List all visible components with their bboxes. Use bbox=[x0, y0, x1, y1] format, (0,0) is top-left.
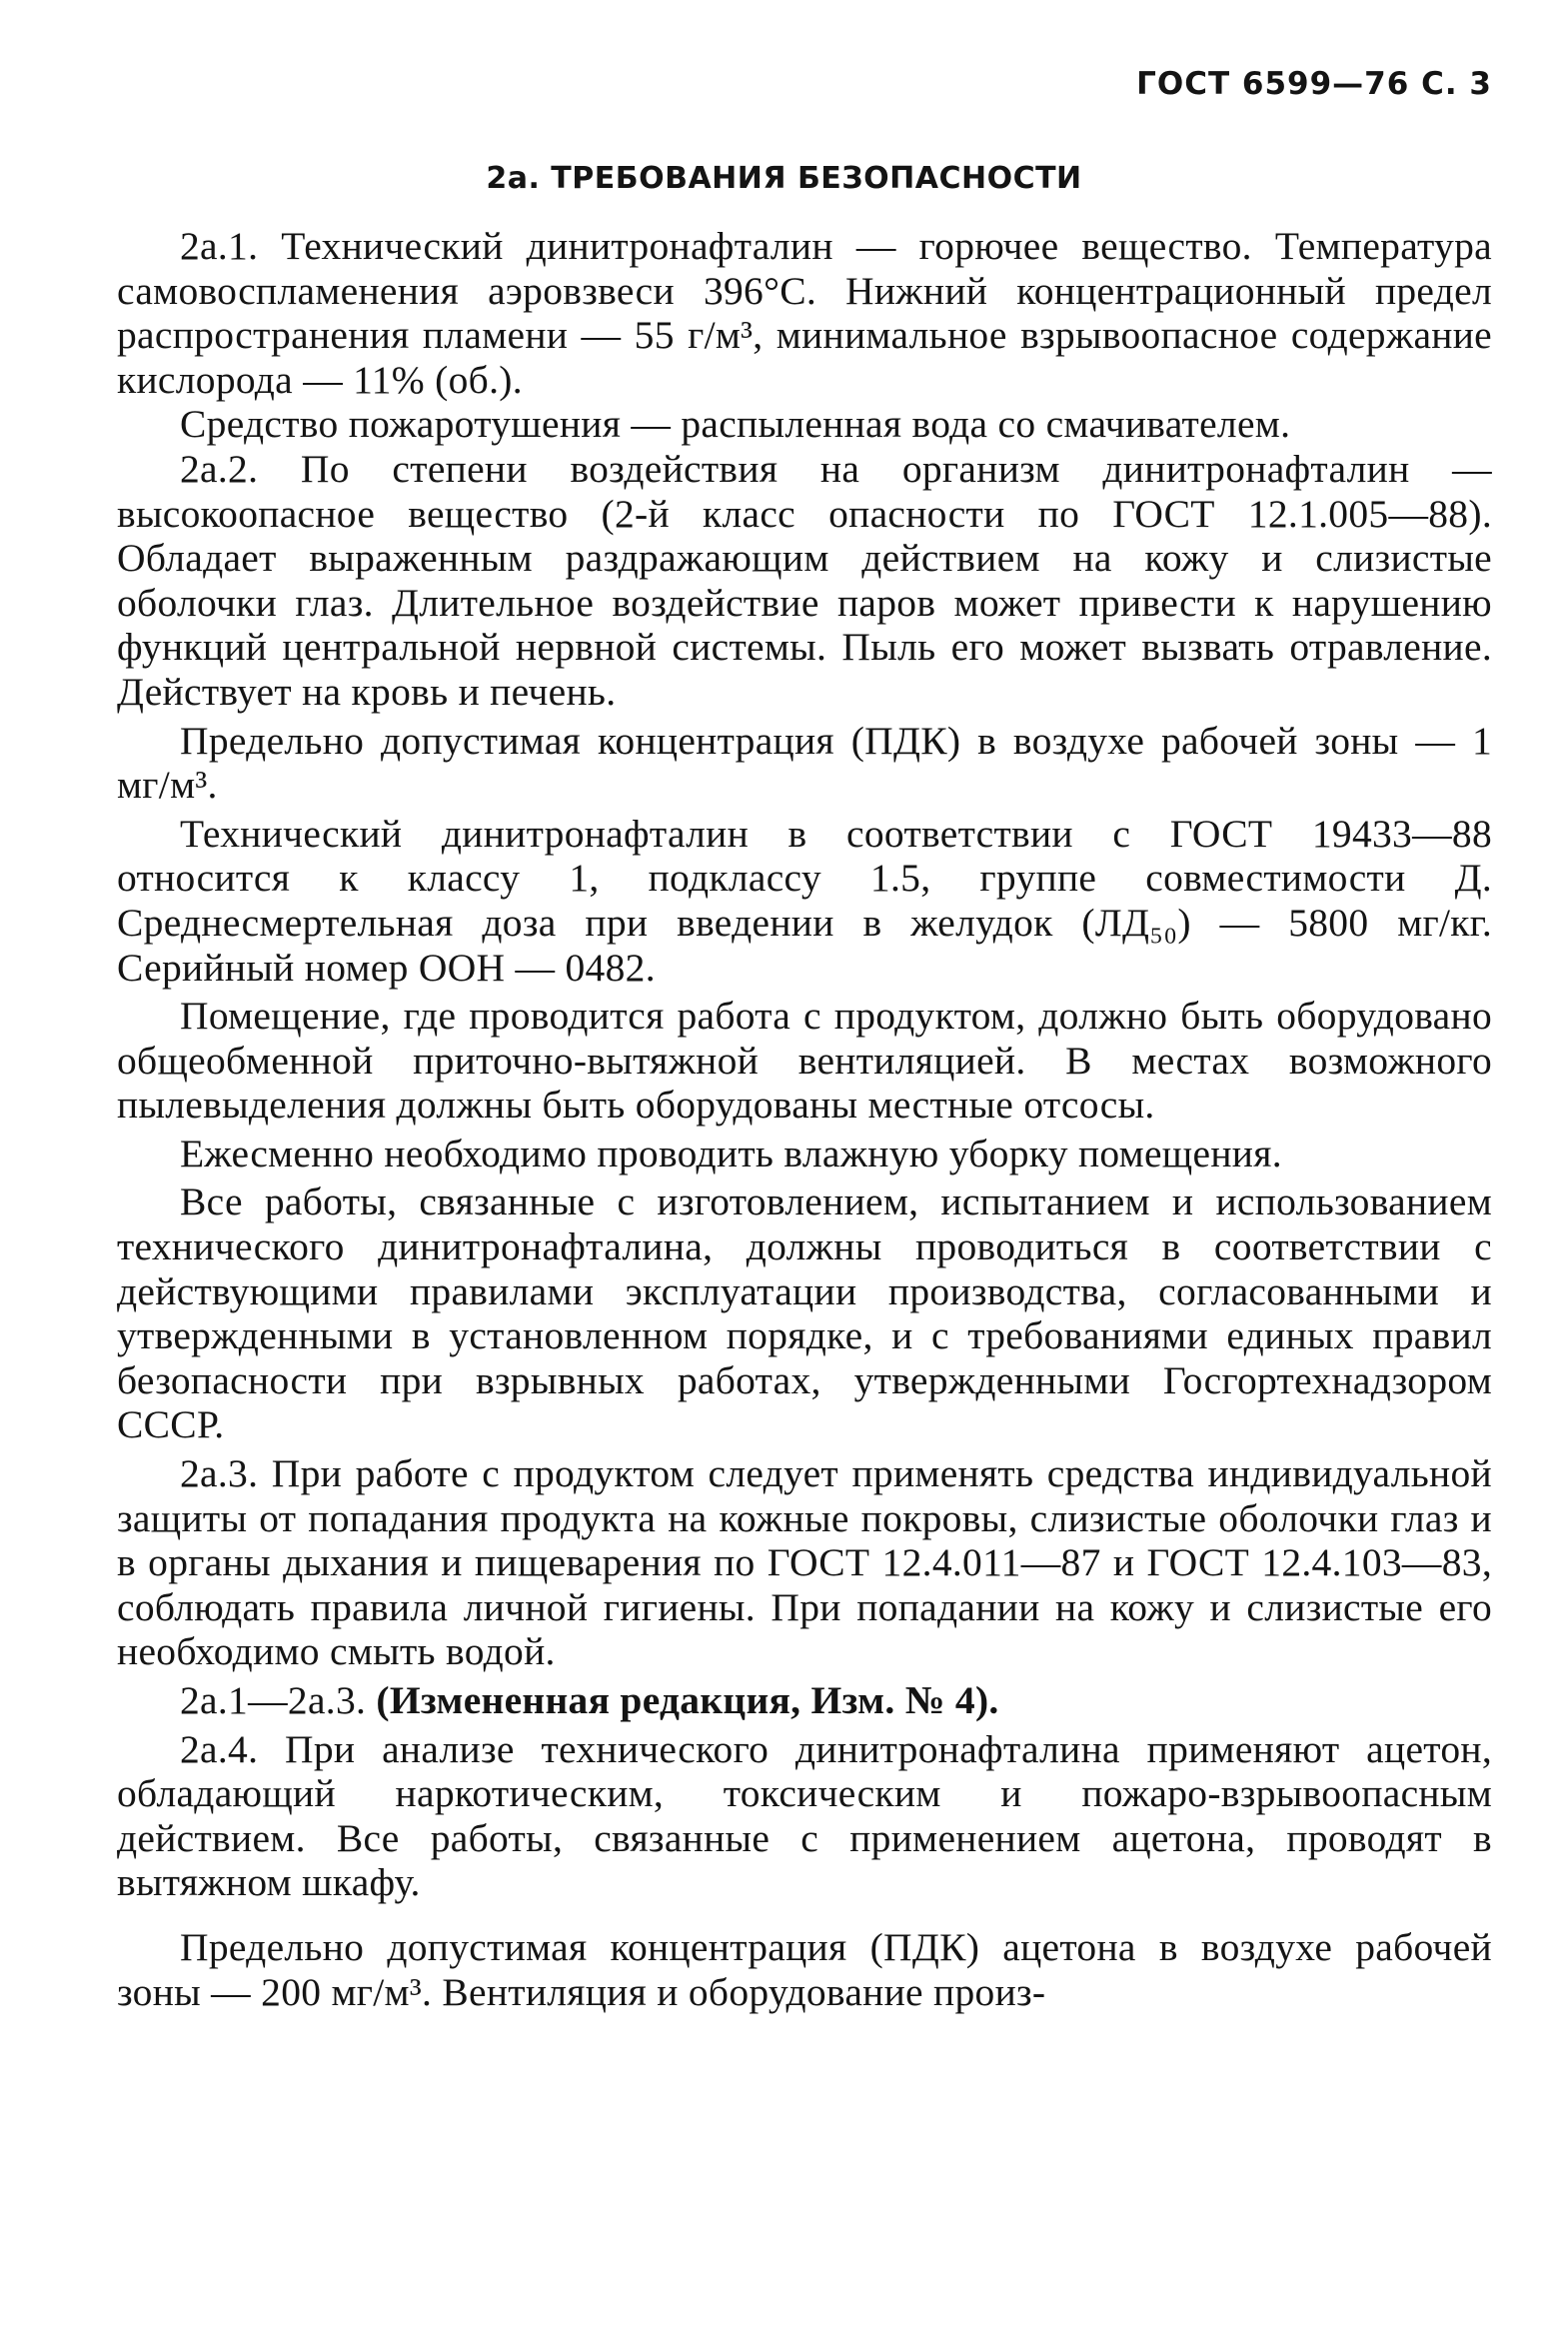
section-title: 2а. ТРЕБОВАНИЯ БЕЗОПАСНОСТИ bbox=[486, 161, 1082, 196]
paragraph: 2а.3. При работе с продуктом следует применять средства индивидуальной защиты от попадания продукта на кожные покровы, слизистые оболочки глаз и в органы дыхания и пищеварения по ГОСТ 12.4.011—87 и ГОСТ 12.4.103—83, соблюдать правила личной гигиены. При попадании на кожу и слизистые его необходимо смыть водой. bbox=[117, 1451, 1492, 1674]
paragraph: Средство пожаротушения — распыленная вода со смачивателем. bbox=[180, 402, 1291, 447]
amendment-text: (Измененная редакция, Изм. № 4). bbox=[376, 1678, 999, 1722]
amendment-ref: 2а.1—2а.3. bbox=[180, 1678, 367, 1722]
paragraph: 2а.1. Технический динитронафталин — горючее вещество. Температура самовоспламенения аэровзвеси 396°С. Нижний концентрационный предел распространения пламени — 55 г/м³, минимальное взрывоопасное содержание кислорода — 11% (об.). bbox=[117, 224, 1492, 402]
page-header: ГОСТ 6599—76 С. 3 bbox=[1136, 66, 1492, 102]
paragraph: 2а.4. При анализе технического динитронафталина применяют ацетон, обладающий наркотическим, токсическим и пожаро-взрывоопасным действием. Все работы, связанные с применением ацетона, проводят в вытяжном шкафу. bbox=[117, 1726, 1492, 1905]
paragraph: Предельно допустимая концентрация (ПДК) ацетона в воздухе рабочей зоны — 200 мг/м³. Вентиляция и оборудование произ- bbox=[117, 1924, 1492, 2014]
body-text bbox=[117, 224, 1492, 2014]
amendment-note bbox=[117, 1678, 1492, 1723]
paragraph: Все работы, связанные с изготовлением, испытанием и использованием технического динитронафталина, должны проводиться в соответствии с действующими правилами эксплуатации производства, согласованными и утвержденными в установленном порядке, и с требованиями единых правил безопасности при взрывных работах, утвержденными Госгортехнадзором СССР. bbox=[117, 1179, 1492, 1447]
paragraph: 2а.2. По степени воздействия на организм динитронафталин — высокоопасное вещество (2-й класс опасности по ГОСТ 12.1.005—88). Обладает выраженным раздражающим действием на кожу и слизистые оболочки глаз. Длительное воздействие паров может привести к нарушению функций центральной нервной системы. Пыль его может вызвать отравление. Действует на кровь и печень. bbox=[117, 446, 1492, 714]
paragraph: Ежесменно необходимо проводить влажную уборку помещения. bbox=[180, 1131, 1282, 1175]
paragraph: Помещение, где проводится работа с продуктом, должно быть оборудовано общеобменной приточно-вытяжной вентиляцией. В местах возможного пылевыделения должны быть оборудованы местные отсосы. bbox=[117, 994, 1492, 1128]
paragraph: Предельно допустимая концентрация (ПДК) в воздухе рабочей зоны — 1 мг/м³. bbox=[117, 718, 1492, 808]
paragraph: Технический динитронафталин в соответствии с ГОСТ 19433—88 относится к классу 1, подклассу 1.5, группе совместимости Д. Среднесмертельная доза при введении в желудок (ЛД₅₀) — 5800 мг/кг. Серийный номер ООН — 0482. bbox=[117, 811, 1492, 990]
